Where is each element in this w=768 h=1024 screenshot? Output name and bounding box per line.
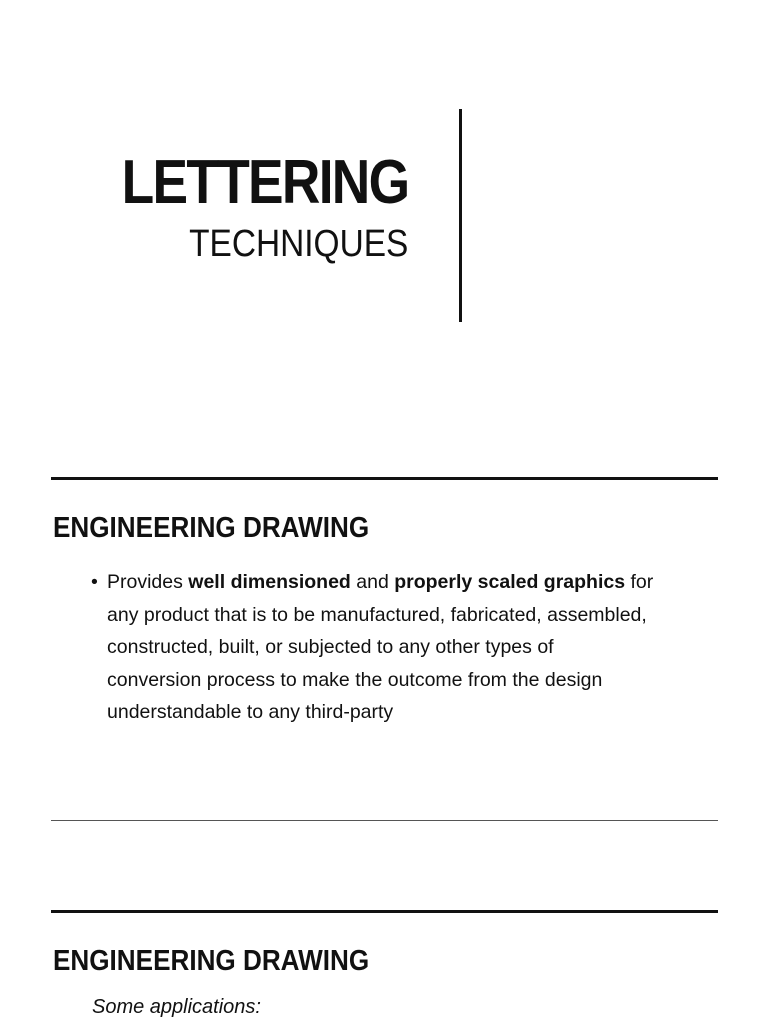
bullet-text: and (350, 571, 395, 593)
section-divider-top (51, 477, 718, 480)
bullet-marker: • (91, 571, 98, 593)
section-divider-bottom (51, 910, 718, 913)
list-item (91, 566, 711, 599)
bullet-text-line: any product that is to be manufactured, fabricated, assembled, (107, 603, 647, 626)
section-heading-2: ENGINEERING DRAWING (53, 945, 370, 977)
page-subtitle: TECHNIQUES (188, 223, 408, 265)
bullet-text: Provides (107, 571, 189, 593)
vertical-divider (459, 109, 462, 322)
slide-separator (51, 820, 718, 821)
bullet-text-line: conversion process to make the outcome from the design (107, 668, 603, 691)
page-title: LETTERING (121, 148, 408, 217)
bullet-text-line: understandable to any third-party (107, 701, 394, 723)
bullet-list (91, 566, 711, 729)
bullet-text-line: constructed, built, or subjected to any other types of (107, 636, 554, 658)
bullet-bold-text: well dimensioned (188, 571, 351, 593)
section-heading-1: ENGINEERING DRAWING (53, 512, 370, 544)
bullet-bold-text: properly scaled graphics (394, 571, 626, 593)
title-block (75, 145, 408, 267)
applications-note: Some applications: (92, 996, 261, 1018)
bullet-text: for (625, 571, 654, 593)
